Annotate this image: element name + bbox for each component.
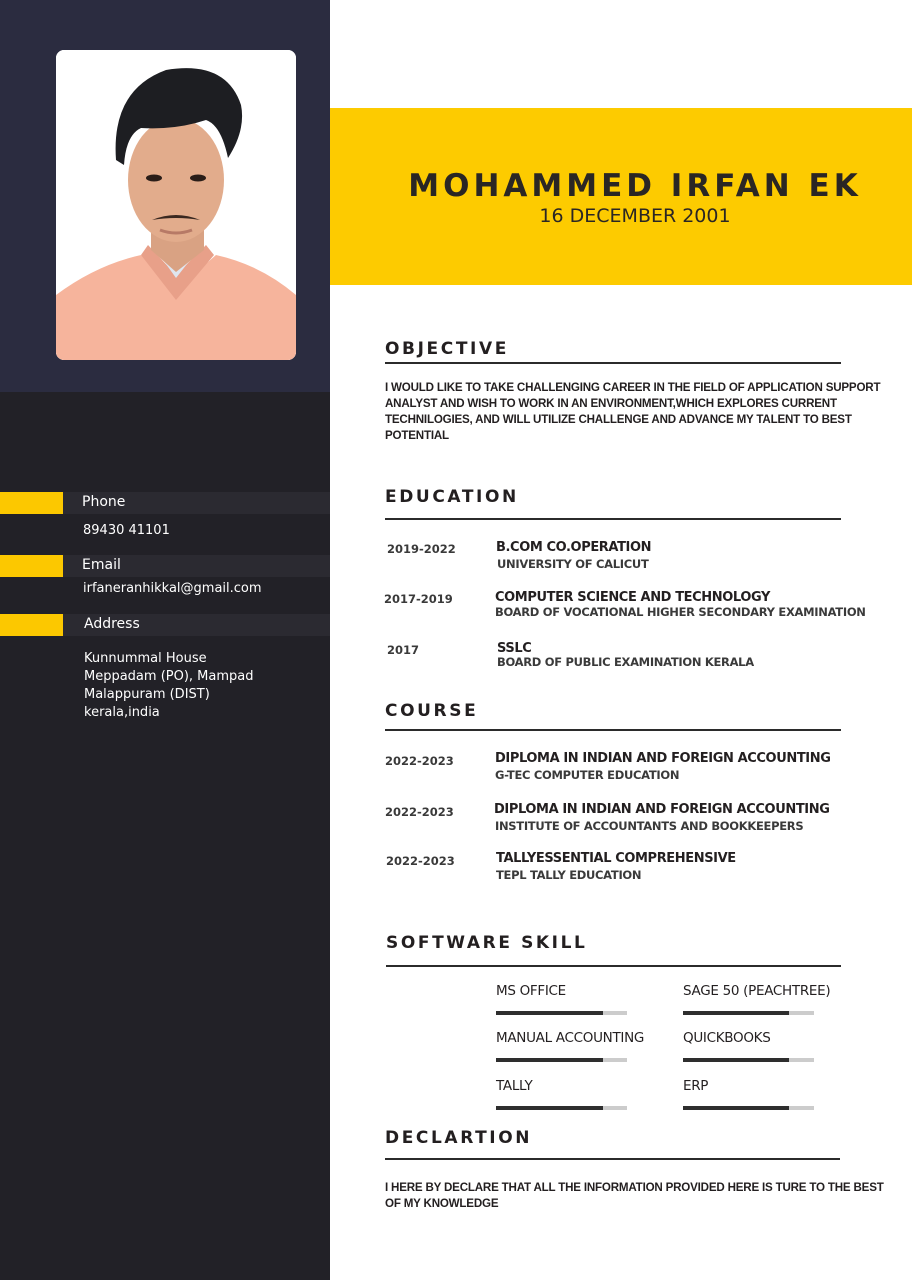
skill-name: TALLY: [496, 1078, 533, 1094]
course-institution: TEPL TALLY EDUCATION: [496, 868, 642, 882]
skills-title: SOFTWARE SKILL: [386, 933, 588, 953]
education-degree: COMPUTER SCIENCE AND TECHNOLOGY: [495, 590, 770, 605]
contact-email: [0, 555, 330, 596]
skill-level-track: [496, 1058, 627, 1062]
section-divider: [386, 965, 841, 967]
section-divider: [385, 518, 841, 520]
course-year: 2022-2023: [385, 805, 454, 819]
skill-level-fill: [496, 1011, 603, 1015]
course-year: 2022-2023: [385, 754, 454, 768]
skill-name: SAGE 50 (PEACHTREE): [683, 983, 831, 999]
education-title: EDUCATION: [385, 487, 519, 507]
skill-level-track: [683, 1106, 814, 1110]
address-line: Malappuram (DIST): [84, 687, 210, 702]
contact-phone: [0, 492, 330, 538]
skill-item: [683, 1030, 823, 1046]
education-year: 2019-2022: [387, 542, 456, 556]
education-year: 2017-2019: [384, 592, 453, 606]
skill-item: [683, 1078, 823, 1094]
candidate-name: MOHAMMED IRFAN EK: [408, 168, 862, 204]
skill-item: [496, 1030, 645, 1046]
course-title-text: DIPLOMA IN INDIAN AND FOREIGN ACCOUNTING: [495, 751, 831, 766]
course-institution: G-TEC COMPUTER EDUCATION: [495, 768, 680, 782]
skill-item: [496, 1078, 636, 1094]
contact-address: [0, 614, 330, 720]
person-portrait-icon: [56, 50, 296, 360]
course-title: COURSE: [385, 701, 479, 721]
course-institution: INSTITUTE OF ACCOUNTANTS AND BOOKKEEPERS: [495, 819, 804, 833]
email-value: irfaneranhikkal@gmail.com: [83, 581, 262, 596]
objective-text: I WOULD LIKE TO TAKE CHALLENGING CAREER IN THE FIELD OF APPLICATION SUPPORT ANALYST AND WISH TO WORK IN AN ENVIRONMENT,WHICH EXPLORES CURRENT TECHNILOGIES, AND WILL UTILIZE CHALLENGE AND ADVANCE MY TALENT TO BEST POTENTIAL: [385, 381, 881, 442]
skill-level-track: [496, 1106, 627, 1110]
education-year: 2017: [387, 643, 420, 657]
phone-label: Phone: [82, 494, 126, 510]
declaration-text: I HERE BY DECLARE THAT ALL THE INFORMATION PROVIDED HERE IS TURE TO THE BEST OF MY KNOWLEDGE: [385, 1181, 884, 1210]
skill-name: ERP: [683, 1078, 709, 1094]
skill-level-fill: [496, 1058, 603, 1062]
profile-photo: [56, 50, 296, 360]
skill-level-fill: [683, 1058, 789, 1062]
skill-level-track: [683, 1058, 814, 1062]
skill-level-fill: [683, 1011, 789, 1015]
education-institution: BOARD OF PUBLIC EXAMINATION KERALA: [497, 655, 754, 669]
course-title-text: DIPLOMA IN INDIAN AND FOREIGN ACCOUNTING: [494, 802, 830, 817]
section-divider: [385, 362, 841, 364]
skill-item: [683, 983, 831, 999]
course-year: 2022-2023: [386, 854, 455, 868]
address-label: Address: [84, 616, 140, 632]
skill-level-track: [683, 1011, 814, 1015]
education-institution: BOARD OF VOCATIONAL HIGHER SECONDARY EXAMINATION: [495, 605, 866, 619]
accent-marker: [0, 614, 63, 636]
skill-name: QUICKBOOKS: [683, 1030, 771, 1046]
accent-marker: [0, 492, 63, 514]
section-divider: [385, 729, 841, 731]
header-band: [330, 108, 912, 285]
sidebar: [0, 0, 330, 1280]
accent-marker: [0, 555, 63, 577]
skill-level-fill: [496, 1106, 603, 1110]
declaration-title: DECLARTION: [385, 1128, 533, 1148]
skill-level-track: [496, 1011, 627, 1015]
skill-name: MS OFFICE: [496, 983, 566, 999]
date-of-birth: 16 DECEMBER 2001: [539, 205, 731, 227]
email-label: Email: [82, 557, 121, 573]
address-line: Kunnummal House: [84, 651, 207, 666]
education-institution: UNIVERSITY OF CALICUT: [497, 557, 649, 571]
section-divider: [385, 1158, 840, 1160]
skill-level-fill: [683, 1106, 789, 1110]
education-degree: B.COM CO.OPERATION: [496, 540, 652, 555]
address-value: [84, 650, 254, 722]
course-title-text: TALLYESSENTIAL COMPREHENSIVE: [496, 851, 736, 866]
address-line: Meppadam (PO), Mampad: [84, 669, 254, 684]
education-degree: SSLC: [497, 641, 532, 656]
phone-value: 89430 41101: [83, 523, 170, 538]
skill-item: [496, 983, 636, 999]
skill-name: MANUAL ACCOUNTING: [496, 1030, 645, 1046]
objective-title: OBJECTIVE: [385, 339, 509, 359]
address-line: kerala,india: [84, 705, 160, 720]
